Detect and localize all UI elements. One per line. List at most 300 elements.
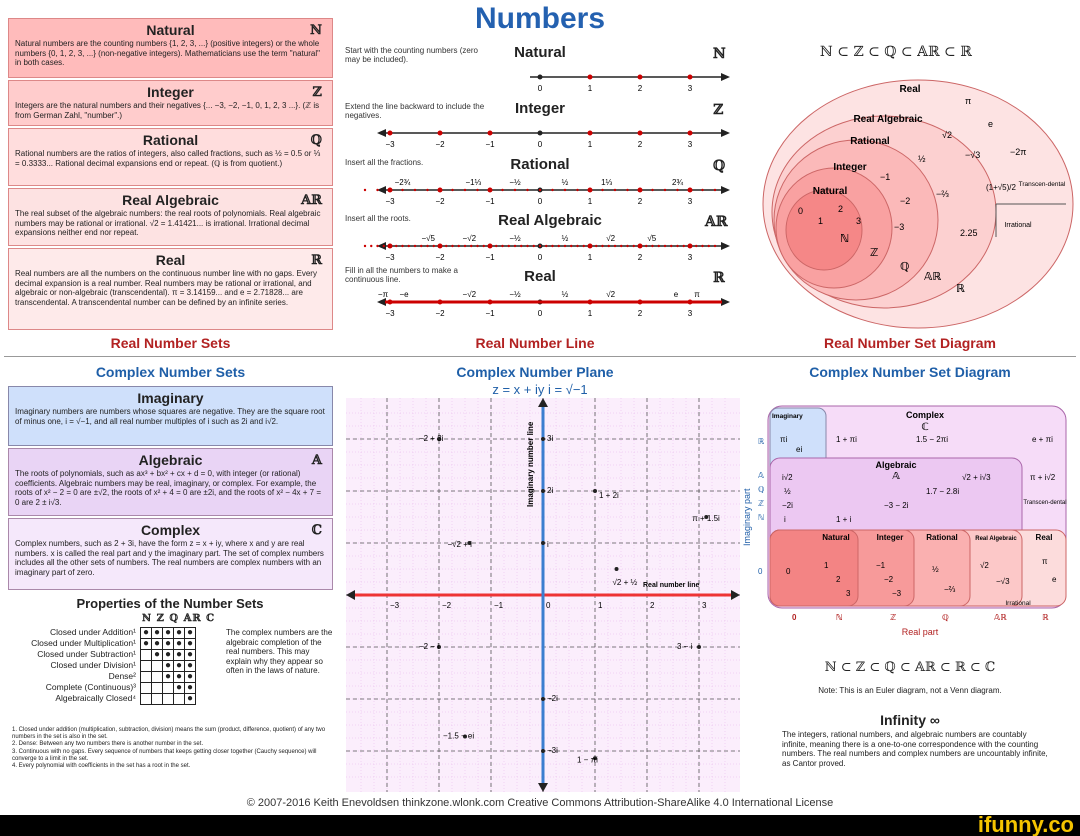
integer-title: Integer [147,84,194,100]
complex-text: Complex numbers, such as 2 + 3i, have the form z = x + iy, where x and y are real numbers. x is called the real part and y the imaginary part. The set of complex numbers includes all the other sets of numbers. The real numbers are complex numbers with an imaginary part of zero. [15,539,324,577]
value-label: 2 [836,575,841,584]
integer-set-label: Integer [833,162,867,173]
number-line-label: 0 [537,197,543,206]
real-symbol: ℝ [311,253,322,268]
two-value: 2 [838,204,844,214]
number-line-point [714,245,716,247]
natural-set-label: Natural [812,186,848,197]
number-line-point [389,245,391,247]
number-line-point [420,245,422,247]
property-cell: ● [174,683,185,694]
number-line-label: 0 [537,309,543,318]
number-line-point [664,245,666,247]
number-line-top-label: √2 [606,290,616,299]
number-line-point [395,245,397,247]
real-algebraic-set-label: Real Algebraic [975,536,1017,542]
natural-line-label: 0 [537,84,543,93]
number-line-top-label: −√5 [421,234,435,243]
rational-line-title: Rational [510,156,570,173]
number-line-point [476,245,478,247]
real-set-label: Real [1035,533,1053,542]
property-cell: ● [185,628,196,639]
property-cell [141,650,152,661]
algebraic-line-note: Insert all the roots. [345,214,411,223]
number-line-point [451,189,453,191]
number-line-top-label: √2 [606,234,616,243]
value-label: −⅔ [944,585,956,594]
property-cell: ● [152,650,163,661]
real-part-axis-label: Real part [901,627,939,637]
imaginary-axis-label: Imaginary number line [526,421,535,507]
number-line-point [389,189,391,191]
properties-title: Properties of the Number Sets [76,596,264,611]
property-cell [141,683,152,694]
natural-line-svg [345,68,740,94]
complex-box [8,518,333,590]
neg2-3-value: −⅔ [936,189,949,199]
property-label: Dense² [108,671,136,681]
real-algebraic-box [8,188,333,246]
algebraic-line-svg [345,228,740,264]
property-cell: ● [174,672,185,683]
value-label: √2 [980,561,989,570]
complex-point-label: −2 − i [419,642,440,651]
arrow-right-icon [721,242,730,250]
sqrt2-value: √2 [942,130,952,140]
number-line-point [626,189,628,191]
left-axis-symbol: ℝ [758,437,765,446]
rational-symbol-icon: ℚ [900,261,910,273]
property-cell: ● [185,661,196,672]
property-label: Algebraically Closed⁴ [55,693,136,703]
number-line-label: 1 [587,253,593,262]
natural-line-label: 2 [637,84,643,93]
arrow-left-icon [377,129,386,137]
real-title: Real [155,252,186,268]
number-line-label: 1 [587,197,593,206]
property-cell: ● [141,639,152,650]
number-line-point [458,245,460,247]
property-cell: ● [185,683,196,694]
rational-line-svg [345,172,740,208]
number-line-point [714,189,716,191]
real-axis-label: −1 [494,601,504,610]
complex-point-label: 1 + 2i [599,491,619,500]
value-label: −3 [892,589,902,598]
natural-line-note: Start with the counting numbers (zero may be included). [345,46,478,64]
real-subset-chain: ℕ ⊂ ℤ ⊂ ℚ ⊂ 𝔸ℝ ⊂ ℝ [820,44,972,60]
number-line-point [508,245,510,247]
number-line-top-label: −½ [509,178,521,187]
property-cell: ● [185,650,196,661]
number-line-point [464,245,466,247]
real-axis-label: 0 [546,601,551,610]
number-line-point [495,245,497,247]
property-cell [141,661,152,672]
integer-set-label: Integer [876,533,904,542]
properties-row-labels [8,627,136,704]
complex-title: Complex [140,522,201,538]
bottom-axis-symbol: ℤ [890,613,897,622]
three-value: 3 [856,216,862,226]
number-line-label: 3 [687,253,693,262]
number-line-point [551,245,553,247]
value-label: 0 [786,567,791,576]
real-symbol-icon: ℝ [956,283,965,295]
number-line-point [526,189,528,191]
number-line-point [364,245,366,247]
real-line-symbol: ℝ [713,270,725,286]
complex-equation: z = x + iy i = √−1 [492,382,588,397]
complex-point-label: 2i [547,486,554,495]
complex-point [541,697,545,701]
number-line-point [570,245,572,247]
arrow-right-icon [721,73,730,81]
integer-symbol: ℤ [312,85,322,100]
complex-point-label: 3i [547,434,554,443]
number-line-point [608,245,610,247]
complex-point-label: √2 + ½ [612,578,638,587]
number-line-label: 2 [637,140,643,149]
property-cell [141,694,152,705]
integer-line-title: Integer [514,100,565,117]
number-line-point [633,245,635,247]
number-line-label: −3 [385,197,395,206]
number-line-label: −2 [435,253,445,262]
left-axis-symbol: ℚ [758,485,765,494]
number-line-point [488,131,493,136]
rational-title: Rational [142,132,199,148]
number-line-point [426,245,428,247]
number-line-label: 0 [537,140,543,149]
irrational-label: Irrational [1004,222,1032,229]
number-line-point [451,245,453,247]
number-line-label: −1 [485,197,495,206]
number-line-point [401,245,403,247]
arrow-right-icon [721,298,730,306]
natural-line-label: 3 [687,84,693,93]
property-cell [152,661,163,672]
number-line-point [414,245,416,247]
complex-number-set-diagram-heading: Complex Number Set Diagram [809,364,1011,380]
number-line-top-label: e [673,290,679,299]
number-line-point [370,245,372,247]
footnote: 2. Dense: Between any two numbers there is another number in the set. [12,741,204,748]
number-line-point [701,189,703,191]
transcendental-label: Transcen-dental [1023,500,1067,506]
number-line-point [433,245,435,247]
number-line-point [383,245,385,247]
natural-line-point [688,75,693,80]
number-line-point [514,245,516,247]
number-line-top-label: 1⅓ [601,178,613,187]
complex-plane-svg [346,398,740,792]
complex-point-label: −1.5 − ei [443,731,475,741]
natural-line-title: Natural [514,44,566,61]
left-axis-symbol: ℤ [758,499,764,508]
number-line-label: −2 [435,140,445,149]
left-axis-symbol: 0 [758,567,763,576]
number-line-point [651,245,653,247]
value-label: i [784,515,786,524]
real-number-sets-heading: Real Number Sets [110,335,231,351]
number-line-point [401,189,403,191]
infinity-text: The integers, rational numbers, and algebraic numbers are countably infinite, meaning there is a one-to-one correspondence with the counting numbers. The real numbers and complex numbers are uncountably infinite, as Cantor proved. [782,730,1048,768]
real-number-set-diagram-heading: Real Number Set Diagram [824,335,996,351]
property-cell [174,694,185,705]
number-line-point [408,245,410,247]
negsqrt3-value: −√3 [965,150,981,160]
rational-box [8,128,333,186]
number-line-top-label: −1⅓ [465,178,482,187]
algebraic-line-title: Real Algebraic [498,212,602,229]
algebraic-text: The roots of polynomials, such as ax³ + bx² + cx + d = 0, with integer (or rational) coefficients. Algebraic numbers may be real, imaginary, or complex. For example, the roots of x² − 2 = 0 are ±√2, the roots of x² + 4 = 0 are ±2i, and the roots of x² − 4x + 7 = 0 are 2 ± i√3. [15,469,322,507]
properties-columns: ℕ ℤ ℚ 𝔸ℝ ℂ [142,613,216,624]
number-line-label: 1 [587,309,593,318]
imaginary-part-axis-label: Imaginary part [742,488,752,546]
property-label: Closed under Subtraction¹ [37,649,136,659]
number-line-point [388,131,393,136]
integer-line-symbol: ℤ [713,102,724,118]
natural-text: Natural numbers are the counting numbers {1, 2, 3, ...} (positive integers) or the whole numbers {0, 1, 2, 3, ...} (non-negative integers). Mathematicians use the term "natural" in both cases. [15,39,320,67]
complex-point-label: 3 − i [677,642,693,651]
value-label: ½ [784,487,791,496]
number-line-point [533,245,535,247]
value-label: 3 [846,589,851,598]
value-label: −√3 [996,577,1010,586]
complex-point [541,749,545,753]
imaginary-set-label: Imaginary [772,413,803,420]
value-label: −2i [782,501,793,510]
complex-subset-chain: ℕ ⊂ ℤ ⊂ ℚ ⊂ 𝔸ℝ ⊂ ℝ ⊂ ℂ [824,660,996,675]
value-label: e [1052,575,1057,584]
property-cell: ● [174,650,185,661]
property-cell: ● [141,628,152,639]
complex-point [697,645,701,649]
number-line-point [676,189,678,191]
number-line-top-label: −e [399,290,409,299]
number-line-label: −1 [485,253,495,262]
natural-box [8,18,333,78]
number-line-point [514,189,516,191]
complex-point-label: −2i [547,694,558,703]
number-line-point [670,245,672,247]
number-line-point [658,245,660,247]
integer-box [8,80,333,126]
real-axis-label: −2 [442,601,452,610]
watermark-bar [0,815,1080,836]
property-cell: ● [185,672,196,683]
number-line-label: 3 [687,197,693,206]
number-line-point [551,189,553,191]
complex-point-label: i [547,540,549,549]
value-label: e + πi [1032,435,1053,444]
number-line-point [583,245,585,247]
bottom-axis-symbol: 𝔸ℝ [994,613,1007,622]
property-cell [163,694,174,705]
rational-text: Rational numbers are the ratios of integers, also called fractions, such as ½ = 0.5 or ⅓ = 0.3333... Rational decimal expansions end or repeat. (ℚ is from quotient.) [15,149,321,168]
number-line-label: −2 [435,197,445,206]
half-value: ½ [918,154,926,164]
real-algebraic-text: The real subset of the algebraic numbers: the real roots of polynomials. Real algebraic numbers may be rational or irrational. √2 = 1.41421... is irrational. Irrational decimal expansions neither end nor repeat. [15,209,321,237]
number-line-point [695,245,697,247]
value-label: ½ [932,565,939,574]
footnote: 1. Closed under addition (multiplication, subtraction, division) means the sum (product, difference, quotient) of any two numbers in the set is also in the set. [12,727,326,741]
number-line-point [683,245,685,247]
complex-point-label: −3i [547,746,558,755]
property-cell: ● [152,639,163,650]
number-line-top-label: −½ [509,290,521,299]
bottom-axis-symbol: ℚ [942,613,949,622]
real-line-title: Real [524,268,556,285]
natural-line-symbol: ℕ [713,46,726,62]
number-line-point [639,245,641,247]
page-title: Numbers [474,2,606,35]
bottom-axis-symbol: ℝ [1042,613,1049,622]
imaginary-title: Imaginary [137,390,204,406]
natural-symbol-icon: ℕ [840,233,850,245]
property-label: Closed under Division¹ [50,660,136,670]
number-line-point [376,245,378,247]
property-cell: ● [163,650,174,661]
number-line-point [589,245,591,247]
number-line-point [688,131,693,136]
number-line-point [689,189,691,191]
real-line-note: Fill in all the numbers to make a continuous line. [345,266,458,284]
number-line-label: −3 [385,140,395,149]
value-label: 1 + πi [836,435,857,444]
number-line-point [501,189,503,191]
number-line-top-label: ½ [561,234,569,243]
complex-point-label: −√2 + i [447,540,472,549]
complex-point-label: π + 1.5i [692,514,720,523]
number-line-top-label: −π [377,290,389,299]
transcendental-label: Transcen-dental [1018,181,1066,188]
euler-note: Note: This is an Euler diagram, not a Venn diagram. [818,686,1002,695]
real-number-line-heading: Real Number Line [475,335,595,351]
real-box [8,248,333,330]
integer-line-svg [345,124,740,150]
number-line-point [545,245,547,247]
arrow-right-icon [721,186,730,194]
property-cell: ● [174,628,185,639]
complex-euler-diagram [740,396,1076,642]
complex-point-label: −2 + 3i [419,434,444,443]
complex-number-plane-heading: Complex Number Plane [456,364,614,380]
number-line-point [689,245,691,247]
number-line-point [645,245,647,247]
algebraic-line-symbol: 𝔸ℝ [705,214,728,230]
natural-title: Natural [146,22,195,38]
value-label: −1 [876,561,886,570]
imaginary-text: Imaginary numbers are numbers whose squares are negative. They are the square root of minus one, i = √−1, and all real number multiples of i such as 2i and i√2. [15,407,325,426]
real-text: Real numbers are all the numbers on the continuous number line with no gaps. Every decimal expansion is a real number. Real numbers may be rational or irrational, and algebraic or non-algebraic (transcendental). π = 3.14159... and e = 2.71828... are transcendental. A transcendental number can be defined by an infinite series. [15,269,317,307]
number-line-point [558,245,560,247]
number-line-point [664,189,666,191]
section-divider [4,356,1076,357]
real-axis-label: 3 [702,601,707,610]
number-line-top-label: ½ [561,290,569,299]
algebraic-symbol-icon: 𝔸 [892,471,900,482]
rational-line-note: Insert all the fractions. [345,158,424,167]
real-axis-label: 2 [650,601,655,610]
rational-set-label: Rational [850,136,890,147]
number-line-top-label: √5 [647,234,657,243]
number-line-point [539,245,541,247]
real-number-line-panel [345,44,740,334]
number-line-label: 2 [637,197,643,206]
number-line-point [439,189,441,191]
value-label: ei [796,445,803,454]
property-label: Closed under Multiplication¹ [31,638,136,648]
number-line-top-label: π [694,290,700,299]
number-line-top-label: −½ [509,234,521,243]
number-line-point [464,189,466,191]
rational-symbol: ℚ [310,133,322,148]
complex-number-sets-heading: Complex Number Sets [95,364,246,380]
property-cell: ● [163,672,174,683]
property-cell: ● [185,694,196,705]
number-line-point [601,189,603,191]
natural-set-label: Natural [822,533,850,542]
number-line-point [601,245,603,247]
footnote: 3. Continuous with no gaps. Every sequence of numbers that keeps getting closer together (Cauchy sequence) will converge to a limit in the set. [12,748,317,762]
number-line-label: 0 [537,253,543,262]
imaginary-box [8,386,333,446]
algebraic-symbol: 𝔸 [311,453,322,468]
number-line-point [376,189,378,191]
value-label: π [1042,557,1048,566]
complex-point [593,489,597,493]
complex-point [541,541,545,545]
natural-line-point [588,75,593,80]
value-label: 1.7 − 2.8i [926,487,960,496]
number-line-point [414,189,416,191]
number-line-point [539,189,541,191]
number-line-point [626,245,628,247]
number-line-point [620,245,622,247]
neg3-value: −3 [894,222,905,232]
number-line-label: 1 [587,140,593,149]
number-line-label: 3 [687,309,693,318]
value-label: i√2 [782,473,793,482]
number-line-point [538,131,543,136]
neg1-value: −1 [880,172,891,182]
natural-line-point [638,75,643,80]
rational-set-label: Rational [926,533,958,542]
property-cell [152,672,163,683]
value-label: −2 [884,575,894,584]
number-line-point [614,189,616,191]
real-algebraic-symbol: 𝔸ℝ [301,193,322,208]
number-line-point [589,189,591,191]
property-cell: ● [174,661,185,672]
complex-symbol: ℂ [311,523,322,538]
complex-point [541,489,545,493]
one-value: 1 [818,216,824,226]
left-axis-symbol: 𝔸 [758,471,764,480]
number-line-top-label: ½ [561,178,569,187]
properties-table [140,627,196,705]
infinity-title: Infinity ∞ [880,712,940,728]
watermark-logo: ifunny.co [977,812,1074,836]
pi-value: π [965,96,972,106]
number-line-point [638,131,643,136]
property-cell [163,683,174,694]
property-cell [152,694,163,705]
neg2-value: −2 [900,196,911,206]
number-line-point [708,245,710,247]
